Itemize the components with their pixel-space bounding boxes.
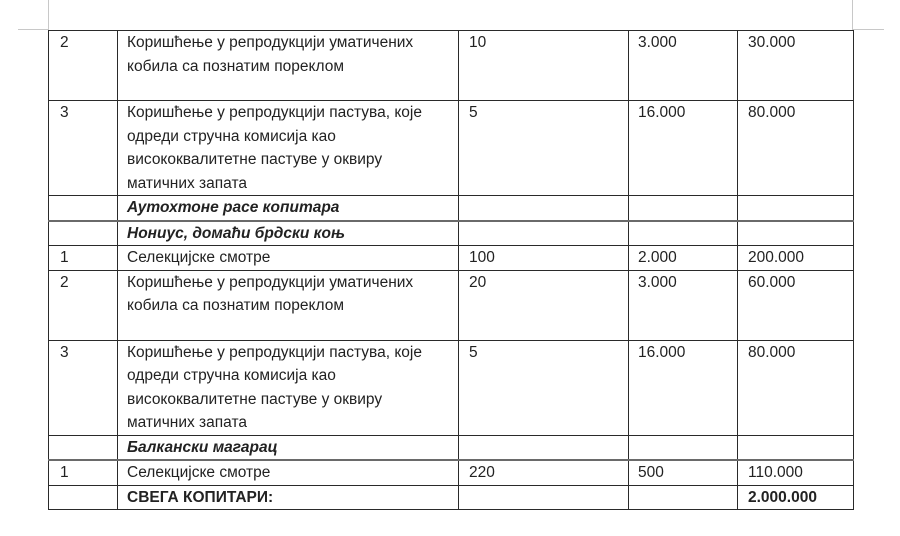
section-title: Балкански магарац xyxy=(118,435,459,460)
row-unit-price xyxy=(629,435,738,460)
row-number xyxy=(49,196,118,221)
row-total: 80.000 xyxy=(738,340,854,435)
section-title: Нониус, домаћи брдски коњ xyxy=(118,221,459,246)
row-description: Селекцијске смотре xyxy=(118,460,459,485)
row-total: 110.000 xyxy=(738,460,854,485)
table-row xyxy=(49,246,854,271)
row-description: Коришћење у репродукцији уматичених кобила са познатим пореклом xyxy=(118,270,459,340)
row-quantity: 5 xyxy=(459,340,629,435)
row-unit-price: 500 xyxy=(629,460,738,485)
row-total xyxy=(738,196,854,221)
table-row xyxy=(49,460,854,485)
grand-total-row xyxy=(49,485,854,510)
row-number xyxy=(49,435,118,460)
crop-mark-right-vertical xyxy=(852,0,853,30)
crop-mark-left-horizontal xyxy=(18,29,48,30)
row-quantity: 20 xyxy=(459,270,629,340)
row-unit-price: 16.000 xyxy=(629,101,738,196)
section-title: Аутохтоне расе копитара xyxy=(118,196,459,221)
row-description: Коришћење у репродукцији пастува, које одреди стручна комисија као висококвалитетне пастуве у оквиру матичних запата xyxy=(118,101,459,196)
section-header-row xyxy=(49,435,854,460)
row-quantity xyxy=(459,196,629,221)
crop-mark-left-vertical xyxy=(48,0,49,30)
row-quantity: 220 xyxy=(459,460,629,485)
row-number: 1 xyxy=(49,246,118,271)
row-quantity: 5 xyxy=(459,101,629,196)
row-number: 1 xyxy=(49,460,118,485)
row-unit-price xyxy=(629,485,738,510)
row-description: Селекцијске смотре xyxy=(118,246,459,271)
table-row xyxy=(49,101,854,196)
row-description: Коришћење у репродукцији уматичених кобила са познатим пореклом xyxy=(118,31,459,101)
row-unit-price: 3.000 xyxy=(629,270,738,340)
row-total: 30.000 xyxy=(738,31,854,101)
subsidy-table xyxy=(48,30,854,510)
row-total xyxy=(738,221,854,246)
row-unit-price xyxy=(629,196,738,221)
row-number xyxy=(49,221,118,246)
row-number: 3 xyxy=(49,340,118,435)
grand-total-value: 2.000.000 xyxy=(738,485,854,510)
row-quantity: 100 xyxy=(459,246,629,271)
row-unit-price: 16.000 xyxy=(629,340,738,435)
grand-total-label: СВЕГА КОПИТАРИ: xyxy=(118,485,459,510)
row-number: 2 xyxy=(49,31,118,101)
table-row xyxy=(49,270,854,340)
row-number: 3 xyxy=(49,101,118,196)
row-description: Коришћење у репродукцији пастува, које одреди стручна комисија као висококвалитетне пастуве у оквиру матичних запата xyxy=(118,340,459,435)
row-quantity xyxy=(459,485,629,510)
row-quantity xyxy=(459,221,629,246)
row-quantity: 10 xyxy=(459,31,629,101)
row-total xyxy=(738,435,854,460)
row-total: 200.000 xyxy=(738,246,854,271)
section-header-row xyxy=(49,221,854,246)
row-total: 60.000 xyxy=(738,270,854,340)
row-number xyxy=(49,485,118,510)
crop-mark-right-horizontal xyxy=(853,29,884,30)
row-total: 80.000 xyxy=(738,101,854,196)
row-quantity xyxy=(459,435,629,460)
table-row xyxy=(49,340,854,435)
table-row xyxy=(49,31,854,101)
row-number: 2 xyxy=(49,270,118,340)
row-unit-price xyxy=(629,221,738,246)
row-unit-price: 2.000 xyxy=(629,246,738,271)
row-unit-price: 3.000 xyxy=(629,31,738,101)
section-header-row xyxy=(49,196,854,221)
